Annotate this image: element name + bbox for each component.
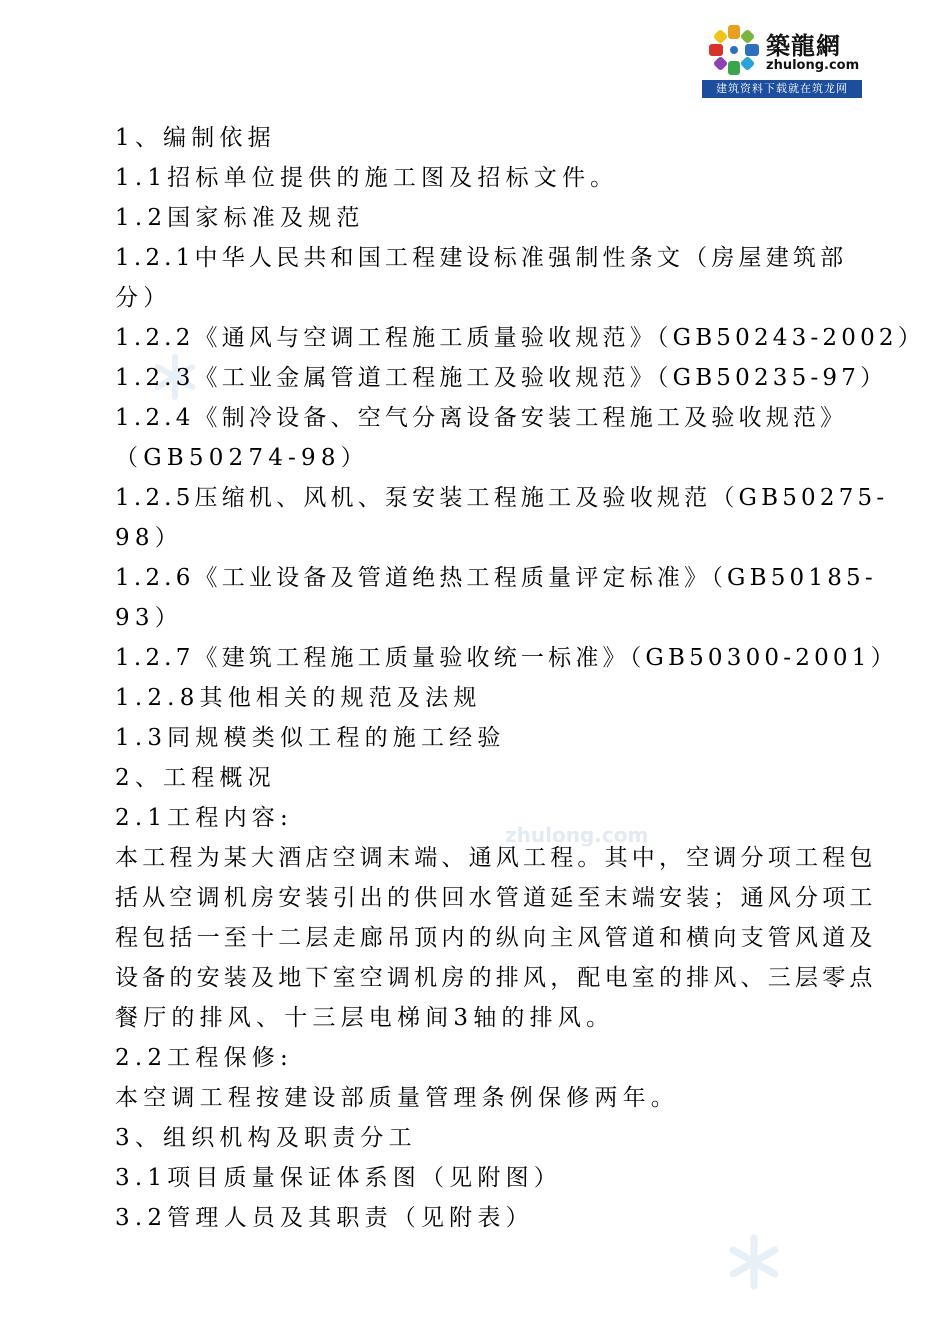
text-line: 3.1项目质量保证体系图（见附图） — [115, 1165, 562, 1191]
text-line: 93） — [115, 605, 183, 631]
text-line: 3.2管理人员及其职责（见附表） — [115, 1205, 534, 1231]
logo-brand-cn: 築龍網 — [766, 31, 841, 60]
subsection-heading: 1.2国家标准及规范 — [115, 205, 365, 231]
zhulong-logo — [702, 16, 862, 98]
text-line: 98） — [115, 525, 183, 551]
paragraph-line: 程包括一至十二层走廊吊顶内的纵向主风管道和横向支管风道及 — [115, 925, 877, 951]
paragraph-line: 餐厅的排风、十三层电梯间3轴的排风。 — [115, 1005, 615, 1031]
text-line: 1.2.5压缩机、风机、泵安装工程施工及验收规范（GB50275- — [115, 485, 889, 511]
text-line: 1.2.3《工业金属管道工程施工及验收规范》（GB50235-97） — [115, 365, 888, 391]
paragraph-line: 括从空调机房安装引出的供回水管道延至末端安装；通风分项工 — [115, 885, 877, 911]
paragraph-line: 本空调工程按建设部质量管理条例保修两年。 — [115, 1085, 679, 1111]
text-line: 1.2.1中华人民共和国工程建设标准强制性条文（房屋建筑部 — [115, 245, 848, 271]
text-line: 1.2.7《建筑工程施工质量验收统一标准》（GB50300-2001） — [115, 645, 898, 671]
section-heading: 3、组织机构及职责分工 — [115, 1125, 417, 1151]
text-line: 1.3同规模类似工程的施工经验 — [115, 725, 506, 751]
subsection-heading: 2.2工程保修: — [115, 1045, 293, 1071]
text-line: 分） — [115, 285, 172, 311]
text-line: 1.1招标单位提供的施工图及招标文件。 — [115, 165, 619, 191]
subsection-heading: 2.1工程内容: — [115, 805, 293, 831]
section-heading: 1、编制依据 — [115, 125, 276, 151]
text-line: （GB50274-98） — [115, 445, 369, 471]
snowflake-watermark-icon — [724, 1232, 784, 1292]
logo-brand-en: zhulong.com — [766, 58, 860, 73]
text-line: 1.2.2《通风与空调工程施工质量验收规范》（GB50243-2002） — [115, 325, 925, 351]
paragraph-line: 设备的安装及地下室空调机房的排风，配电室的排风、三层零点 — [115, 965, 877, 991]
watermark-text: zhulong.com — [505, 823, 649, 847]
text-line: 1.2.8其他相关的规范及法规 — [115, 685, 482, 711]
logo-slogan: 建筑资料下载就在筑龙网 — [702, 80, 862, 98]
paragraph-line: 本工程为某大酒店空调末端、通风工程。其中，空调分项工程包 — [115, 845, 877, 871]
document-body — [115, 118, 925, 1238]
logo-header — [702, 16, 862, 78]
section-heading: 2、工程概况 — [115, 765, 276, 791]
text-line: 1.2.4《制冷设备、空气分离设备安装工程施工及验收规范》 — [115, 405, 848, 431]
text-line: 1.2.6《工业设备及管道绝热工程质量评定标准》（GB50185- — [115, 565, 877, 591]
zhulong-flower-icon — [706, 22, 762, 78]
